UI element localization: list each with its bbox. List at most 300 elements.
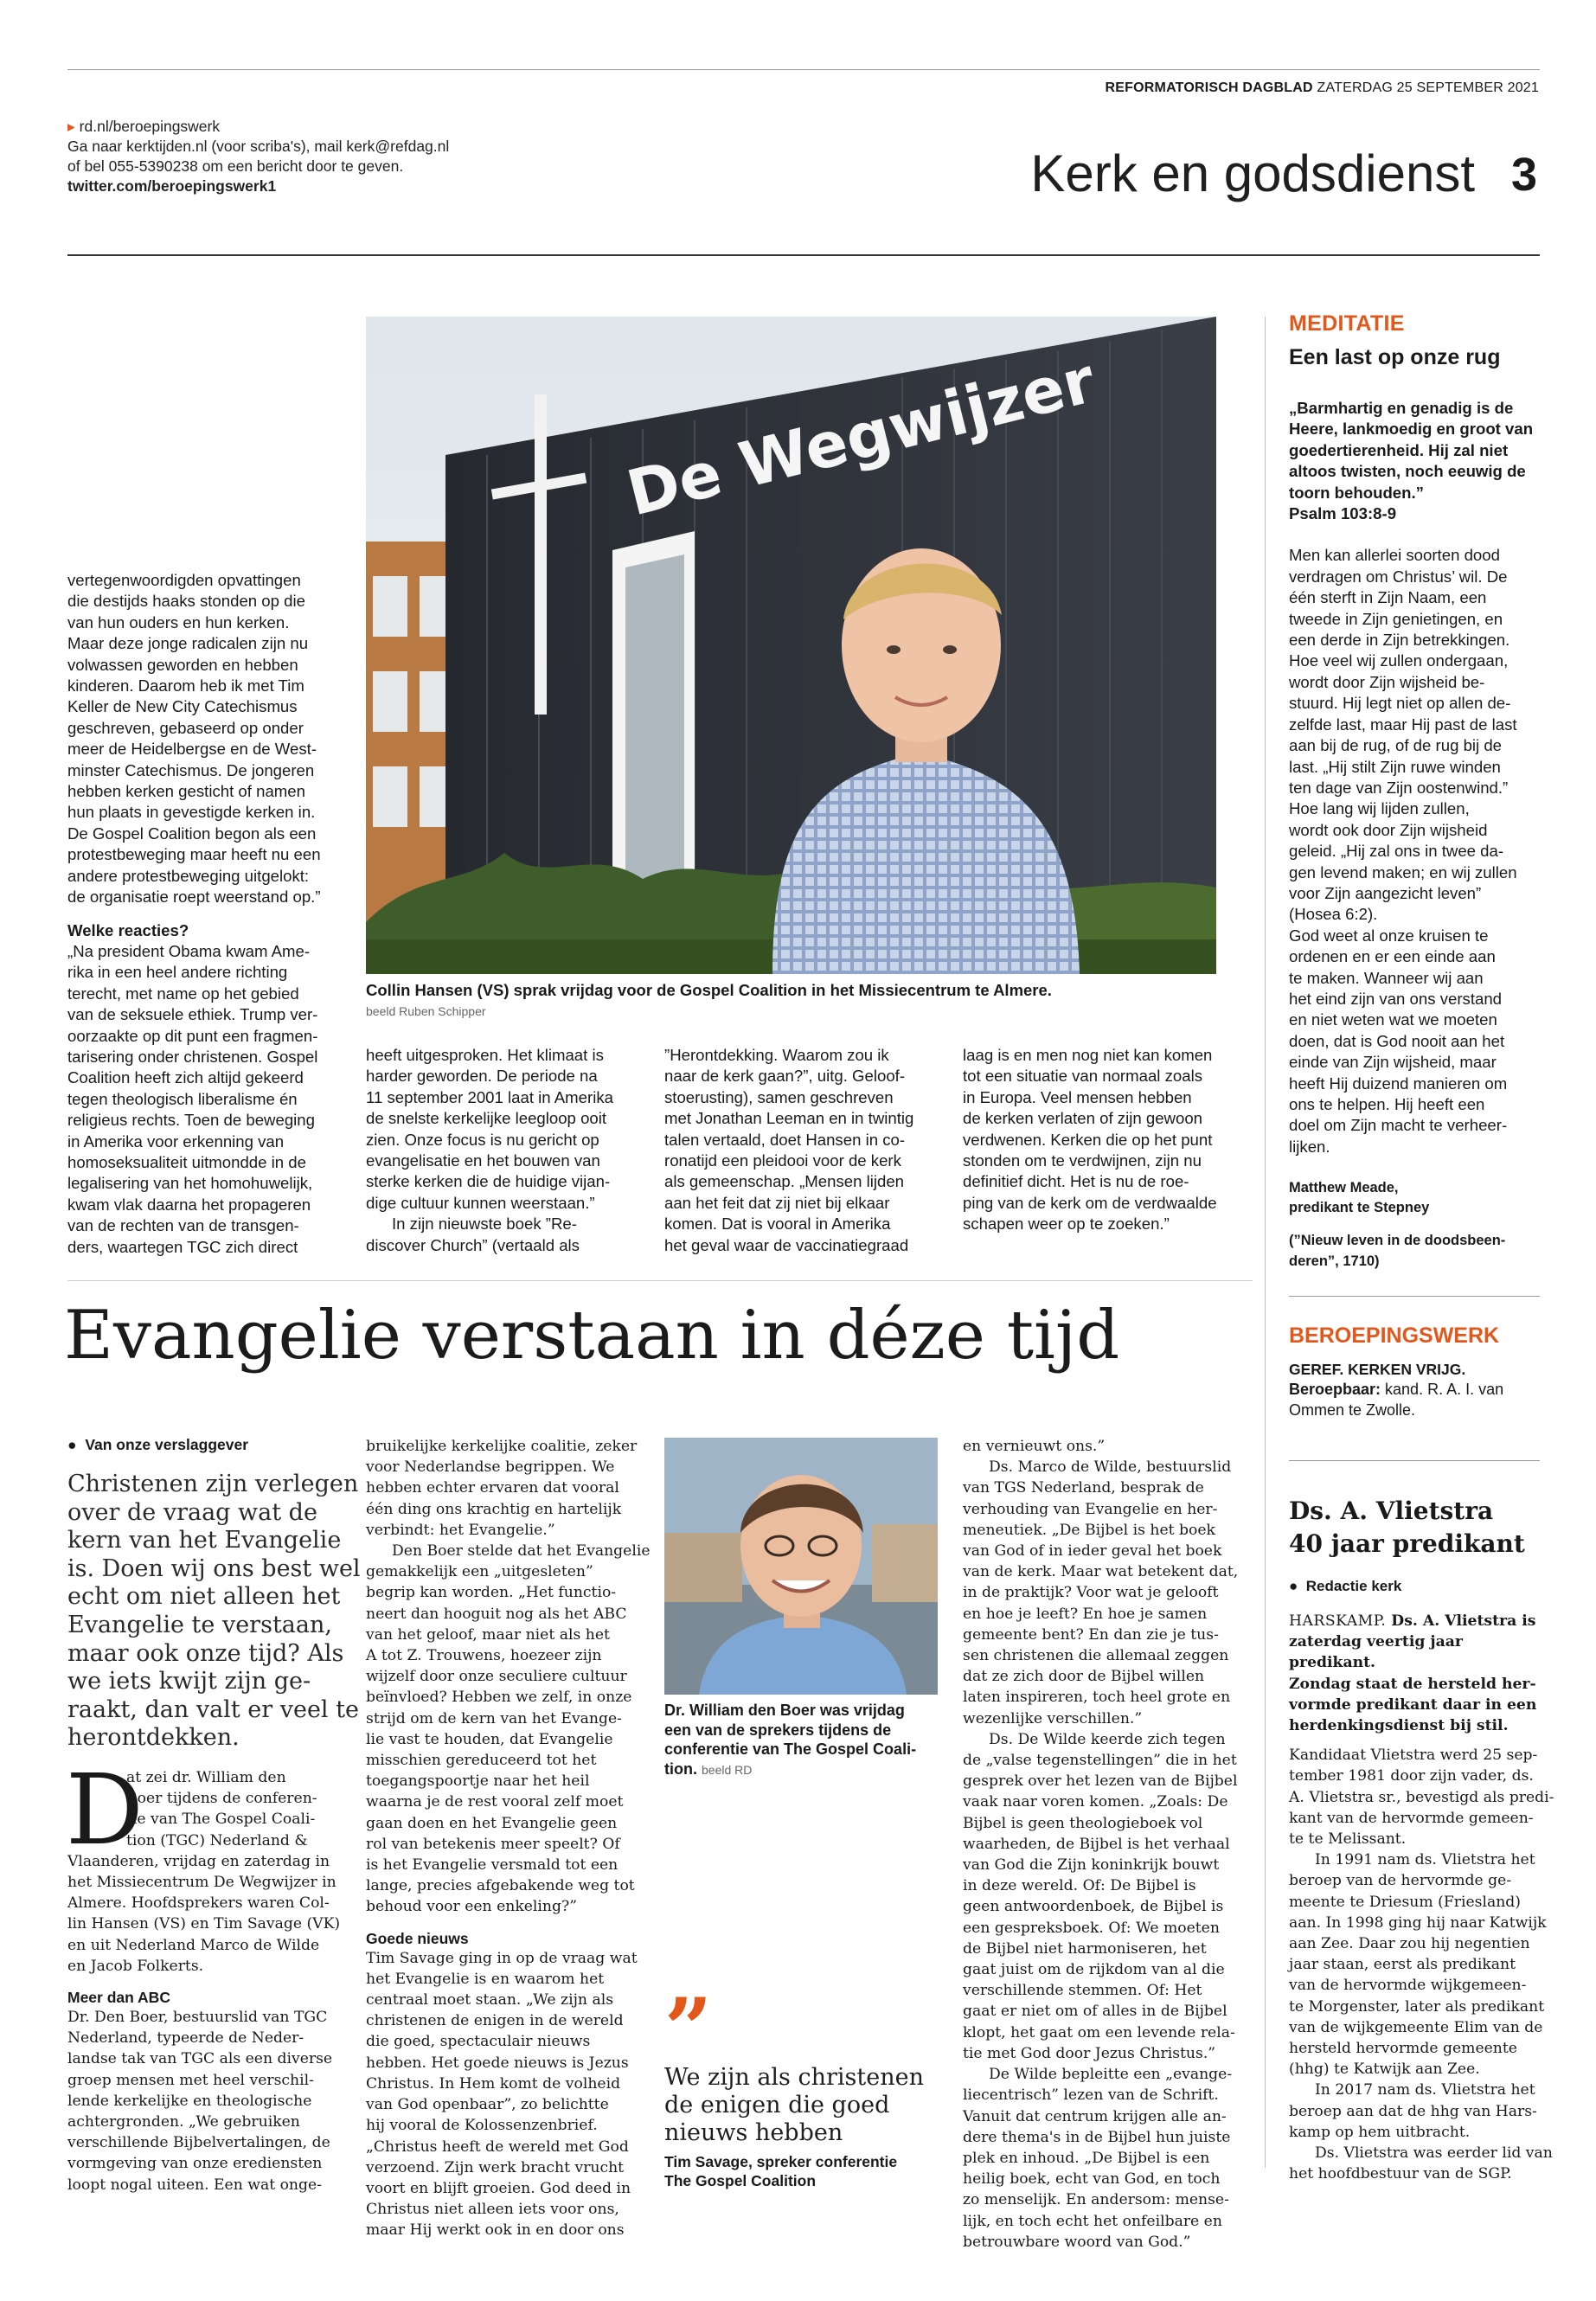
text-line: ders, waartegen TGC zich direct: [67, 1237, 298, 1256]
text-line: Vanuit dat centrum krijgen alle an-: [963, 2107, 1227, 2125]
col1-text: [67, 1851, 353, 1977]
text-line: heeft Hij duizend manieren om: [1289, 1074, 1508, 1093]
text-line: raakt, dan valt er veel te: [67, 1695, 359, 1723]
text-line: Ds. A. Vlietstra is: [1386, 1612, 1536, 1630]
text-line: van God of in ieder geval het boek: [963, 1542, 1222, 1561]
caption-text: Collin Hansen (VS) sprak vrijdag voor de Gospel Coalition in het Missiecentrum te Almere.: [366, 981, 1052, 999]
main-col4: [963, 1436, 1248, 2253]
text-line: In 1991 nam ds. Vlietstra het: [1315, 1851, 1535, 1869]
col1-text-b: [67, 2007, 353, 2195]
text-line: geschreven, gebaseerd op onder: [67, 718, 304, 737]
contact-line-1: Ga naar kerktijden.nl (voor scriba's), mail kerk@refdag.nl: [67, 138, 450, 155]
text-line: van de hervormde wijkgemeen-: [1289, 1977, 1527, 1995]
text-line: christenen de enigen in de wereld: [366, 2012, 624, 2030]
text-line: meneutiek. „De Bijbel is het boek: [963, 1521, 1215, 1539]
text-line: 11 september 2001 laat in Amerika: [366, 1087, 613, 1106]
text-line: Den Boer stelde dat het Evangelie: [392, 1542, 651, 1561]
text-line: van TGS Nederland, besprak de: [963, 1479, 1204, 1497]
text-line: A. Vlietstra sr., bevestigd als predi-: [1289, 1788, 1554, 1806]
beroepingswerk-church: GEREF. KERKEN VRIJG.: [1289, 1361, 1466, 1378]
text-line: in Europa. Veel mensen hebben: [963, 1087, 1192, 1106]
text-line: één ding ons krachtig en hartelijk: [366, 1500, 622, 1518]
caption-credit: beeld Ruben Schipper: [366, 1004, 486, 1018]
text-line: we iets kwijt zijn ge-: [67, 1668, 311, 1695]
text-line: Christus. In Hem komt de volheid: [366, 2074, 621, 2093]
text-line: Ds. Marco de Wilde, bestuurslid: [989, 1458, 1232, 1477]
text-line: verdragen om Christus’ wil. De: [1289, 567, 1508, 586]
meditatie-block: [1289, 311, 1548, 1272]
text-line: geleid. „Hij zal ons in twee da-: [1289, 842, 1504, 861]
col2-text-c: [366, 1948, 651, 2241]
text-line: te maken. Wanneer wij aan: [1289, 968, 1484, 987]
issue-date: ZATERDAG 25 SEPTEMBER 2021: [1317, 80, 1539, 95]
text-line: tember 1981 door zijn vader, ds.: [1289, 1767, 1534, 1785]
text-line: at zei dr. William den: [126, 1769, 286, 1786]
text-line: kern van het Evangelie: [67, 1527, 342, 1554]
vlietstra-lead: [1289, 1611, 1548, 1736]
text-line: hebben kerken gesticht of namen: [67, 782, 305, 801]
wegwijzer-sign: De Wegwijzer: [619, 343, 1102, 530]
text-line: komen. Dat is vooral in Amerika: [664, 1215, 891, 1234]
text-line: betrouwbare woord van God.”: [963, 2233, 1191, 2251]
text-line: rol van betekenis meer speelt? Of: [366, 1835, 620, 1853]
text-line: zaterdag veertig jaar predikant.: [1289, 1633, 1463, 1672]
text-line: verhouding van Evangelie en her-: [963, 1500, 1218, 1518]
text-line: landse tak van TGC als een diverse: [67, 2050, 333, 2068]
text-line: nieuws hebben: [664, 2119, 843, 2146]
text-line: waarna je de rest vooral zelf moet: [366, 1793, 624, 1811]
text-line: schapen weer op te zoeken.”: [963, 1215, 1170, 1234]
den-boer-caption: [664, 1701, 941, 1779]
text-line: Boer tijdens de conferen-: [126, 1790, 317, 1808]
text-line: verschillende Bijbelvertalingen, de: [67, 2134, 330, 2152]
text-line: het Evangelie is en waarom het: [366, 1970, 605, 1988]
text-line: heeft uitgesproken. Het klimaat is: [366, 1046, 604, 1064]
text-line: centraal moet staan. „We zijn als: [366, 1991, 614, 2009]
text-line: gaat er niet om of alles in de Bijbel: [963, 2003, 1227, 2021]
text-line: dere thema's in de Bijbel hun juiste: [963, 2128, 1231, 2146]
paper-name: REFORMATORISCH DAGBLAD: [1105, 80, 1313, 95]
text-line: volwassen geworden en hebben: [67, 655, 298, 674]
vlietstra-dateline: HARSKAMP.: [1289, 1612, 1387, 1630]
text-line: waarheden, de Bijbel is het verhaal: [963, 1835, 1230, 1853]
main-col1: [66, 1754, 353, 2195]
text-line: zien. Onze focus is nu gericht op: [366, 1130, 599, 1149]
text-line: lende kerkelijke en theologische: [67, 2092, 312, 2110]
text-line: aan. In 1998 ging hij naar Katwijk: [1289, 1913, 1547, 1932]
text-line: meer de Heidelbergse en de West-: [67, 740, 317, 759]
text-line: verdwenen. Kerken die op het punt: [963, 1130, 1213, 1149]
top-rule: [67, 69, 1540, 70]
text-line: tie van The Gospel Coali-: [126, 1811, 316, 1829]
text-line: A tot Z. Trouwens, hoezeer zijn: [366, 1647, 602, 1665]
text-line: Vlaanderen, vrijdag en zaterdag in: [67, 1852, 330, 1870]
text-line: Christus niet alleen iets voor ons,: [366, 2201, 619, 2219]
text-line: echt om niet alleen het: [67, 1583, 341, 1611]
text-line: Christenen zijn verlegen: [67, 1471, 359, 1497]
text-line: de „valse tegenstellingen” die in het: [963, 1752, 1237, 1770]
beroepingswerk-block: [1289, 1324, 1548, 1420]
top-article-col4: [963, 1045, 1248, 1235]
main-col2: [366, 1436, 651, 2241]
text-line: minster Catechismus. De jongeren: [67, 760, 315, 779]
text-line: naar de kerk gaan?”, uitg. Geloof-: [664, 1067, 906, 1086]
main-intro: [67, 1471, 362, 1753]
text-line: ronatijd een pleidooi voor de kerk: [664, 1151, 901, 1170]
text-line: kwam vlak daarna het propageren: [67, 1195, 311, 1214]
meditatie-title: Een last op onze rug: [1289, 345, 1501, 369]
text-line: die destijds haaks stonden op die: [67, 592, 305, 611]
text-line: de enigen die goed: [664, 2092, 890, 2118]
text-line: Ds. De Wilde keerde zich tegen: [989, 1730, 1226, 1748]
text-line: toorn behouden.”: [1289, 483, 1424, 502]
text-line: geen antwoordenboek, de Bijbel is: [963, 1898, 1224, 1916]
text-line: hun plaats in gevestigde kerken in.: [67, 803, 316, 822]
contact-box: [67, 117, 449, 196]
text-line: The Gospel Coalition: [664, 2172, 817, 2189]
col4-text-d: [963, 2064, 1248, 2253]
text-line: Tim Savage ging in op de vraag wat: [366, 1949, 638, 1967]
text-line: De Gospel Coalition begon als een: [67, 824, 317, 843]
text-line: Tim Savage, spreker conferentie: [664, 2153, 898, 2170]
text-line: zo menselijk. En andersom: mense-: [963, 2191, 1229, 2209]
text-line: talen vertaald, doet Hansen in co-: [664, 1130, 906, 1149]
text-line: gemeente bent? En dan zie je tus-: [963, 1625, 1219, 1644]
text-line: vormde predikant daar in een: [1289, 1695, 1537, 1714]
text-line: maar ook onze tijd? Als: [67, 1639, 344, 1667]
text-line: lange, precies afgebakende weg tot: [366, 1877, 635, 1895]
col3-text: [664, 1045, 950, 1256]
col1-text-b: [67, 941, 353, 1258]
text-line: en Jacob Folkerts.: [67, 1957, 204, 1975]
text-line: en vernieuwt ons.”: [963, 1438, 1106, 1455]
text-line: God weet al onze kruisen te: [1289, 926, 1489, 945]
text-line: De Wilde bepleitte een „evange-: [989, 2066, 1233, 2084]
text-line: is. Doen wij ons best wel: [67, 1554, 361, 1582]
text-line: In zijn nieuwste boek ”Re-: [392, 1215, 577, 1234]
text-line: discover Church” (vertaald als: [366, 1235, 580, 1254]
bullet-icon: ●: [1289, 1578, 1298, 1594]
text-line: wijzelf door onze seculiere cultuur: [366, 1668, 627, 1686]
text-line: vormgeving van onze erediensten: [67, 2155, 323, 2173]
text-line: (hhg) te Katwijk aan Zee.: [1289, 2061, 1480, 2079]
text-line: Men kan allerlei soorten dood: [1289, 546, 1500, 565]
text-line: van de rechten van de transgen-: [67, 1216, 299, 1235]
col2-text-b: [366, 1214, 651, 1256]
text-line: definitief dicht. Het is nu de roe-: [963, 1172, 1189, 1191]
text-line: vaak naar voren komen. „Zoals: De: [963, 1793, 1228, 1811]
text-line: last. „Hij stilt Zijn ruwe winden: [1289, 757, 1501, 776]
text-line: ons te helpen. Hij heeft een: [1289, 1095, 1485, 1113]
text-line: ”Herontdekking. Waarom zou ik: [664, 1046, 889, 1064]
text-line: groep mensen met heel verschil-: [67, 2071, 314, 2089]
vlietstra-body-b: [1289, 1849, 1548, 2080]
text-line: liecentrisch” lezen van de Schrift.: [963, 2086, 1219, 2105]
photo-illustration: [366, 317, 1216, 974]
text-line: in deze wereld. Of: De Bijbel is: [963, 1877, 1196, 1895]
text-line: de Bijbel niet harmoniseren, het: [963, 1939, 1207, 1958]
text-line: „Christus heeft de wereld met God: [366, 2138, 629, 2156]
text-line: kinderen. Daarom heb ik met Tim: [67, 676, 304, 695]
sidebar-rule-1: [1289, 1296, 1540, 1297]
text-line: sterke kerken die de huidige vijan-: [366, 1172, 611, 1191]
top-article-col1: [67, 570, 353, 1258]
triangle-icon: ▸: [67, 118, 75, 135]
text-line: homoseksualiteit uitmondde in de: [67, 1152, 306, 1171]
subhead-abc: Meer dan ABC: [67, 1989, 170, 2007]
text-line: meente te Driesum (Friesland): [1289, 1893, 1521, 1911]
main-byline: ● Van onze verslaggever: [67, 1436, 249, 1453]
text-line: ten dage van Zijn oostenwind.”: [1289, 778, 1509, 797]
meditatie-source: [1289, 1230, 1548, 1272]
text-line: van de kerk. Maar wat betekent dat,: [963, 1563, 1239, 1581]
top-article-col3: [664, 1045, 950, 1256]
text-line: Nederland, typeerde de Neder-: [67, 2029, 304, 2048]
text-line: achtergronden. „We gebruiken: [67, 2113, 300, 2131]
text-line: loopt nogal uiteen. Een wat onge-: [67, 2176, 322, 2194]
text-line: Ds. Vlietstra was eerder lid van: [1315, 2144, 1553, 2163]
text-line: Bijbel is geen theologieboek vol: [963, 1814, 1203, 1832]
col4-text-b: [963, 1457, 1248, 1729]
text-line: doel om Zijn macht te verheer-: [1289, 1116, 1508, 1135]
vlietstra-title-2: 40 jaar predikant: [1289, 1529, 1525, 1558]
text-line: stuurd. Hij legt niet op allen de-: [1289, 694, 1511, 713]
text-line: wordt door Zijn wijsheid be-: [1289, 672, 1485, 691]
meditatie-author-role: predikant te Stepney: [1289, 1200, 1430, 1216]
text-line: één sterft in Zijn Naam, een: [1289, 588, 1487, 607]
text-line: „Barmhartig en genadig is de: [1289, 399, 1514, 417]
text-line: die goed, spectaculair nieuws: [366, 2033, 591, 2051]
text-line: aan het feit dat zij niet bij elkaar: [664, 1193, 890, 1212]
text-line: te te Melissant.: [1289, 1830, 1407, 1849]
header-bottom-rule: [67, 254, 1540, 256]
text-line: over de vraag wat de: [67, 1498, 317, 1526]
twitter-link[interactable]: twitter.com/beroepingswerk1: [67, 177, 277, 195]
wegwijzer-photo: [366, 317, 1216, 974]
text-line: kant van de hervormde gemeen-: [1289, 1809, 1534, 1827]
text-line: de snelste kerkelijke leegloop ooit: [366, 1109, 607, 1128]
text-line: het geval waar de vaccinatiegraad: [664, 1235, 909, 1254]
text-line: van de wijkgemeente Elim van de: [1289, 2018, 1543, 2036]
text-line: terecht, met name op het gebied: [67, 984, 299, 1003]
text-line: herontdekken.: [67, 1724, 240, 1752]
text-line: verbindt: het Evangelie.”: [366, 1521, 555, 1539]
text-line: ping van de kerk om de verdwaalde: [963, 1193, 1217, 1212]
text-line: gaan doen en het Evangelie geen: [366, 1814, 618, 1832]
text-line: (Hosea 6:2).: [1289, 905, 1378, 924]
text-line: tion.: [664, 1759, 697, 1778]
col4-text: [963, 1045, 1248, 1235]
text-line: voort en blijft groeien. God deed in: [366, 2179, 631, 2197]
text-line: kamp op hem uitbracht.: [1289, 2123, 1471, 2141]
text-line: voor Nederlandse begrippen. We: [366, 1458, 615, 1477]
col2-text: [366, 1045, 651, 1214]
text-line: van God die Zijn koninkrijk bouwt: [963, 1856, 1220, 1875]
col2-text-b: [366, 1541, 651, 1918]
text-line: religieus rechts. Toen de beweging: [67, 1111, 315, 1130]
text-line: tie met God door Jezus Christus.”: [963, 2044, 1216, 2062]
portrait-illustration: [664, 1438, 938, 1695]
vlietstra-body-d: [1289, 2143, 1553, 2184]
masthead-dateline: [1106, 80, 1539, 96]
text-line: lijk, en toch echt het onfeilbare en: [963, 2212, 1222, 2230]
text-line: bruikelijke kerkelijke coalitie, zeker: [366, 1438, 638, 1455]
meditatie-quote: [1289, 398, 1548, 524]
top-photo-caption: [366, 980, 1216, 1022]
text-line: en hoe je leeft? En hoe je samen: [963, 1605, 1208, 1623]
vlietstra-byline: ● Redactie kerk: [1289, 1578, 1402, 1594]
text-line: en niet weten wat we moeten: [1289, 1010, 1497, 1029]
text-line: gen levend maken; en wij zullen: [1289, 862, 1517, 881]
text-line: sen christenen die allemaal zeggen: [963, 1647, 1229, 1665]
text-line: lijken.: [1289, 1137, 1330, 1156]
page-number: 3: [1510, 149, 1537, 201]
text-line: een gespreksboek. Of: We moeten: [963, 1919, 1220, 1937]
text-line: wezenlijke verschillen.”: [963, 1709, 1143, 1727]
subhead-goede-nieuws: Goede nieuws: [366, 1929, 469, 1947]
text-line: rika in een heel andere richting: [67, 963, 288, 982]
text-line: met Jonathan Leeman en in twintig: [664, 1109, 914, 1128]
text-line: gesprek over het lezen van de Bijbel: [963, 1772, 1238, 1791]
text-line: doen, dat is God nooit aan het: [1289, 1031, 1505, 1050]
meditatie-author: Matthew Meade,: [1289, 1180, 1399, 1196]
text-line: aan bij de rug, of de rug bij de: [1289, 736, 1503, 755]
text-line: We zijn als christenen: [664, 2064, 924, 2091]
text-line: de kerken verlaten of zijn gewoon: [963, 1109, 1203, 1128]
beroepingswerk-entry-2: Ommen te Zwolle.: [1289, 1401, 1416, 1419]
text-line: hebben echter ervaren dat vooral: [366, 1479, 619, 1497]
text-line: misschien gereduceerd tot het: [366, 1752, 597, 1770]
text-line: het eind zijn van ons verstand: [1289, 989, 1503, 1008]
text-line: hebben. Het goede nieuws is Jezus: [366, 2054, 629, 2072]
text-line: dat ze zich door de Bijbel willen: [963, 1668, 1205, 1686]
den-boer-credit: beeld RD: [702, 1762, 753, 1777]
vlietstra-block: [1289, 1495, 1554, 2184]
meditatie-body: [1289, 545, 1548, 1157]
text-line: klopt, het gaat om een levende rela-: [963, 2023, 1235, 2041]
pullquote-source: [664, 2152, 950, 2190]
text-line: hij vooral de Kolossenzenbrief.: [366, 2117, 598, 2135]
text-line: te Morgenster, later als predikant: [1289, 1997, 1545, 2016]
text-line: in Amerika voor erkenning van: [67, 1131, 285, 1150]
text-line: plek en inhoud. „De Bijbel is een: [963, 2149, 1210, 2167]
text-line: (”Nieuw leven in de doodsbeen-: [1289, 1233, 1506, 1249]
quote-mark-icon: ”: [664, 1980, 713, 2078]
top-article-col2: [366, 1045, 651, 1256]
text-line: verschillende stemmen. Of: Het: [963, 1982, 1202, 2000]
main-headline: Evangelie verstaan in déze tijd: [64, 1297, 1120, 1375]
text-line: een van de sprekers tijdens de: [664, 1721, 892, 1739]
text-line: van God openbaar”, zo belichtte: [366, 2096, 609, 2114]
text-line: van de seksuele ethiek. Trump ver-: [67, 1005, 318, 1024]
text-line: laag is en men nog niet kan komen: [963, 1046, 1213, 1064]
text-line: de organisatie roept weerstand op.”: [67, 888, 321, 907]
text-line: zelfde last, maar Hij past de last: [1289, 715, 1517, 734]
col4-text: [963, 1436, 1248, 1457]
text-line: ordenen en er een einde aan: [1289, 947, 1496, 966]
vlietstra-title-1: Ds. A. Vlietstra: [1289, 1497, 1494, 1525]
text-line: Kandidaat Vlietstra werd 25 sep-: [1289, 1747, 1538, 1765]
bullet-icon: ●: [67, 1436, 77, 1453]
section-title: Kerk en godsdienst: [1030, 144, 1475, 202]
text-line: Heere, lankmoedig en groot van: [1289, 420, 1534, 439]
text-line: goedertierenheid. Hij zal niet: [1289, 440, 1509, 459]
text-line: in de praktijk? Voor wat je gelooft: [963, 1584, 1219, 1602]
vlietstra-body: [1289, 1745, 1554, 1849]
text-line: een derde in Zijn betrekkingen.: [1289, 631, 1510, 650]
text-line: Hoe lang wij lijden zullen,: [1289, 799, 1470, 818]
dropcap: D: [66, 1754, 144, 1867]
text-line: het hoofdbestuur van de SGP.: [1289, 2165, 1512, 2183]
col2-text: [366, 1436, 651, 1541]
text-line: is het Evangelie versmald tot een: [366, 1856, 619, 1875]
vlietstra-body-c: [1289, 2080, 1548, 2143]
text-line: altoos twisten, noch eeuwig de: [1289, 462, 1526, 481]
sidebar-divider: [1265, 317, 1266, 2168]
text-line: behoud voor een enkeling?”: [366, 1898, 577, 1916]
text-line: tweede in Zijn genietingen, en: [1289, 609, 1503, 628]
text-line: gaat juist om de rijkdom van al die: [963, 1961, 1225, 1979]
col4-text-c: [963, 1729, 1248, 2064]
text-line: herdenkingsdienst bij stil.: [1289, 1717, 1509, 1735]
text-line: stoerusting), samen geschreven: [664, 1087, 894, 1106]
text-line: lin Hansen (VS) en Tim Savage (VK): [67, 1915, 341, 1933]
text-line: dige cultuur kunnen weerstaan.”: [366, 1193, 595, 1212]
text-line: beroep van de hervormde ge-: [1289, 1872, 1512, 1890]
text-line: verzoend. Zijn werk bracht vrucht: [366, 2158, 625, 2176]
text-line: In 2017 nam ds. Vlietstra het: [1315, 2081, 1535, 2099]
text-line: jaar staan, eerst als predikant: [1289, 1956, 1516, 1974]
text-line: hersteld hervormde gemeente: [1289, 2040, 1517, 2058]
text-line: wordt ook door Zijn wijsheid: [1289, 820, 1488, 839]
text-line: tegen theologisch liberalisme én: [67, 1089, 298, 1108]
text-line: andere protestbeweging uitgelokt:: [67, 866, 310, 885]
contact-link[interactable]: ▸ rd.nl/beroepingswerk: [67, 118, 221, 135]
subhead-reacties: Welke reacties?: [67, 920, 189, 939]
beroepingswerk-label: BEROEPINGSWERK: [1289, 1324, 1500, 1348]
text-line: Dr. Den Boer, bestuurslid van TGC: [67, 2009, 328, 2027]
text-line: strijd om de kern van het Evange-: [366, 1709, 622, 1727]
text-line: Dr. William den Boer was vrijdag: [664, 1702, 905, 1719]
text-line: beroep aan dat de hhg van Hars-: [1289, 2102, 1537, 2120]
text-line: tot een situatie van normaal zoals: [963, 1067, 1202, 1086]
col1-text: [67, 570, 353, 908]
pullquote: [664, 2064, 950, 2147]
text-line: laten inspireren, toch heel grote en: [963, 1689, 1231, 1707]
text-line: deren”, 1710): [1289, 1253, 1380, 1270]
text-line: Hoe veel wij zullen ondergaan,: [1289, 651, 1509, 670]
sidebar-rule-2: [1289, 1460, 1540, 1461]
text-line: heilig boek, echt van God, en toch: [963, 2170, 1221, 2189]
text-line: toegangspoortje naar het heil: [366, 1772, 590, 1791]
text-line: van hun ouders en hun kerken.: [67, 612, 290, 631]
text-line: tarisering onder christenen. Gospel: [67, 1047, 318, 1066]
text-line: als gemeenschap. „Mensen lijden: [664, 1172, 904, 1191]
text-line: tion (TGC) Nederland &: [126, 1831, 308, 1849]
text-line: oorzaakte op dit punt een fragmen-: [67, 1026, 318, 1045]
text-line: legalisering van het homohuwelijk,: [67, 1174, 313, 1193]
text-line: Evangelie te verstaan,: [67, 1611, 332, 1638]
text-line: „Na president Obama kwam Ame-: [67, 941, 311, 960]
text-line: Psalm 103:8-9: [1289, 504, 1397, 523]
text-line: Maar deze jonge radicalen zijn nu: [67, 634, 309, 653]
den-boer-photo: [664, 1438, 938, 1695]
text-line: aan Zee. Daar zou hij negentien: [1289, 1935, 1530, 1953]
main-article-rule: [67, 1280, 1253, 1281]
contact-line-2: of bel 055-5390238 om een bericht door te geven.: [67, 157, 404, 175]
text-line: conferentie van The Gospel Coali-: [664, 1740, 917, 1759]
text-line: protestbeweging maar heeft nu een: [67, 845, 321, 864]
